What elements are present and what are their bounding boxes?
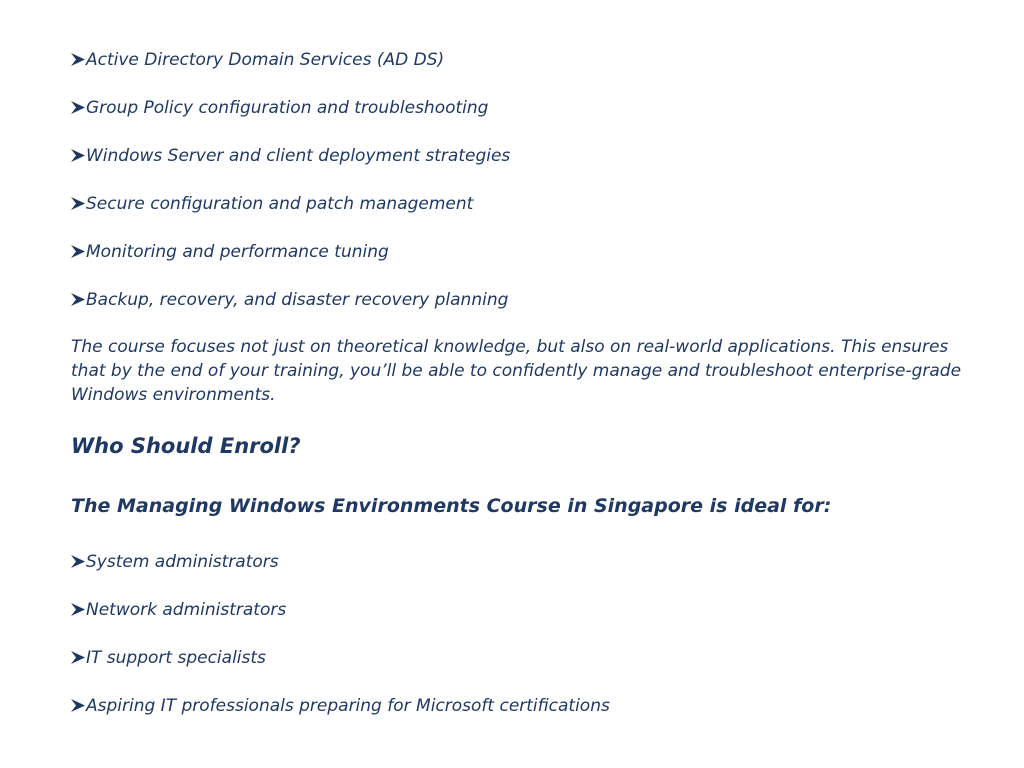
arrow-bullet-icon (71, 598, 85, 622)
list-item (71, 240, 510, 288)
list-item (71, 694, 610, 742)
list-item-text: Aspiring IT professionals preparing for Microsoft certifications (86, 696, 610, 716)
list-item-text: Monitoring and performance tuning (86, 242, 389, 262)
list-item (71, 192, 510, 240)
list-item (71, 48, 510, 96)
arrow-bullet-icon (71, 96, 85, 120)
arrow-bullet-icon (71, 288, 85, 312)
course-description: The course focuses not just on theoretical knowledge, but also on real-world applications. This ensures that by the end of your training, you’ll be able to confidently manage and troubleshoot enterprise-grade Windows environments. (71, 337, 962, 405)
list-item (71, 598, 610, 646)
list-item-text: Windows Server and client deployment strategies (86, 146, 511, 166)
list-item-text: Network administrators (86, 600, 287, 620)
list-item (71, 96, 510, 144)
list-item (71, 288, 510, 336)
section-subheading: The Managing Windows Environments Course in Singapore is ideal for: (71, 495, 832, 517)
list-item-text: IT support specialists (86, 648, 266, 668)
list-item (71, 550, 610, 598)
audience-list (71, 550, 610, 742)
section-heading: Who Should Enroll? (71, 434, 301, 458)
list-item-text: Active Directory Domain Services (AD DS) (86, 50, 445, 70)
list-item (71, 144, 510, 192)
list-item-text: System administrators (86, 552, 279, 572)
arrow-bullet-icon (71, 48, 85, 72)
list-item-text: Backup, recovery, and disaster recovery planning (86, 290, 509, 310)
arrow-bullet-icon (71, 240, 85, 264)
topics-list (71, 48, 510, 336)
arrow-bullet-icon (71, 694, 85, 718)
list-item-text: Secure configuration and patch management (86, 194, 474, 214)
arrow-bullet-icon (71, 192, 85, 216)
list-item (71, 646, 610, 694)
list-item-text: Group Policy configuration and troubleshooting (86, 98, 489, 118)
arrow-bullet-icon (71, 550, 85, 574)
arrow-bullet-icon (71, 646, 85, 670)
arrow-bullet-icon (71, 144, 85, 168)
